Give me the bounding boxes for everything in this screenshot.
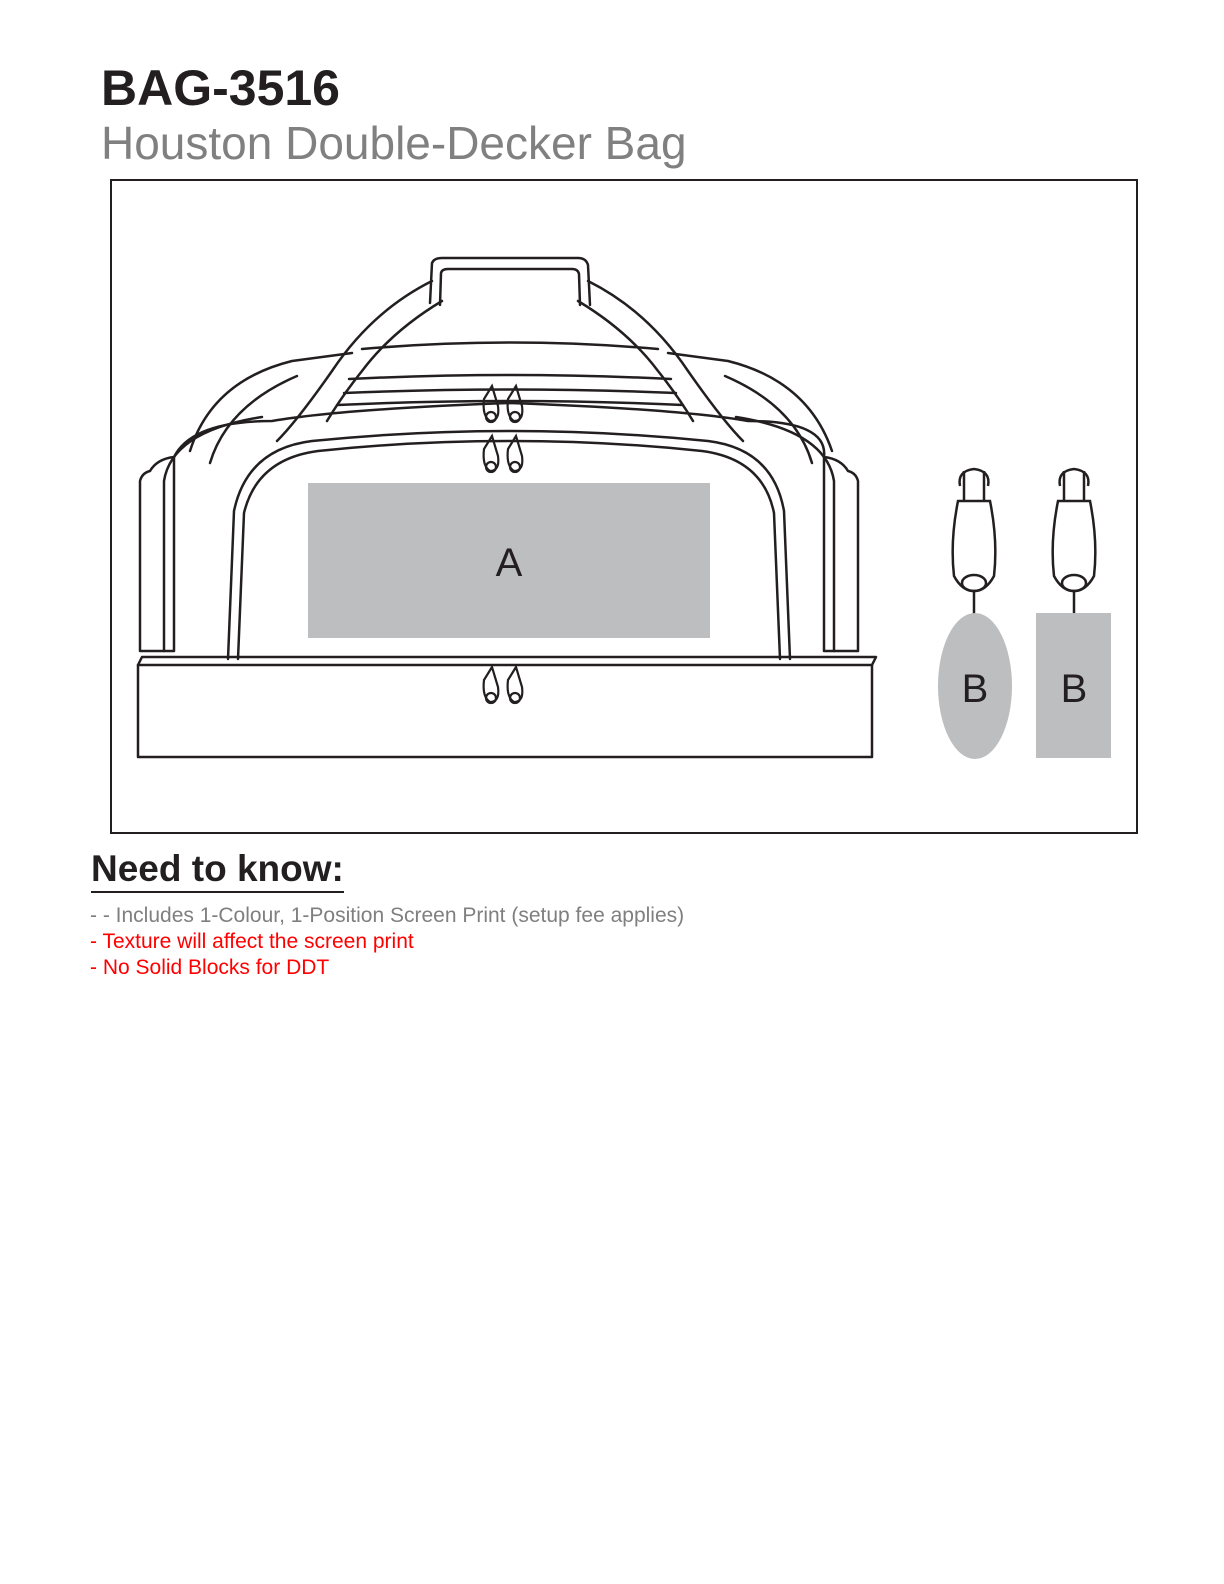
need-to-know-heading: Need to know:	[91, 847, 344, 893]
side-pocket-right	[824, 457, 858, 651]
print-area-a-label: A	[495, 541, 523, 585]
artwork-frame	[110, 179, 1138, 834]
print-area-b-oval-label: B	[961, 667, 989, 711]
note-no-solid-blocks: - No Solid Blocks for DDT	[90, 956, 330, 979]
bag-illustration	[112, 181, 1136, 832]
lower-compartment	[138, 665, 872, 757]
product-sku: BAG-3516	[101, 60, 340, 116]
zipper-tag-rect	[1053, 469, 1096, 621]
side-pocket-left	[140, 457, 174, 651]
note-screen-print: - - Includes 1-Colour, 1-Position Screen Print (setup fee applies)	[90, 904, 685, 927]
note-texture: - Texture will affect the screen print	[90, 930, 414, 953]
bag-handle	[430, 258, 590, 305]
print-area-b-rect-label: B	[1060, 667, 1088, 711]
zipper-pull-bottom-left-icon	[484, 667, 499, 703]
product-name: Houston Double-Decker Bag	[101, 117, 687, 169]
zipper-tag-oval	[953, 469, 996, 621]
zipper-pull-bottom-right-icon	[508, 667, 523, 703]
need-to-know-notes	[90, 903, 684, 981]
